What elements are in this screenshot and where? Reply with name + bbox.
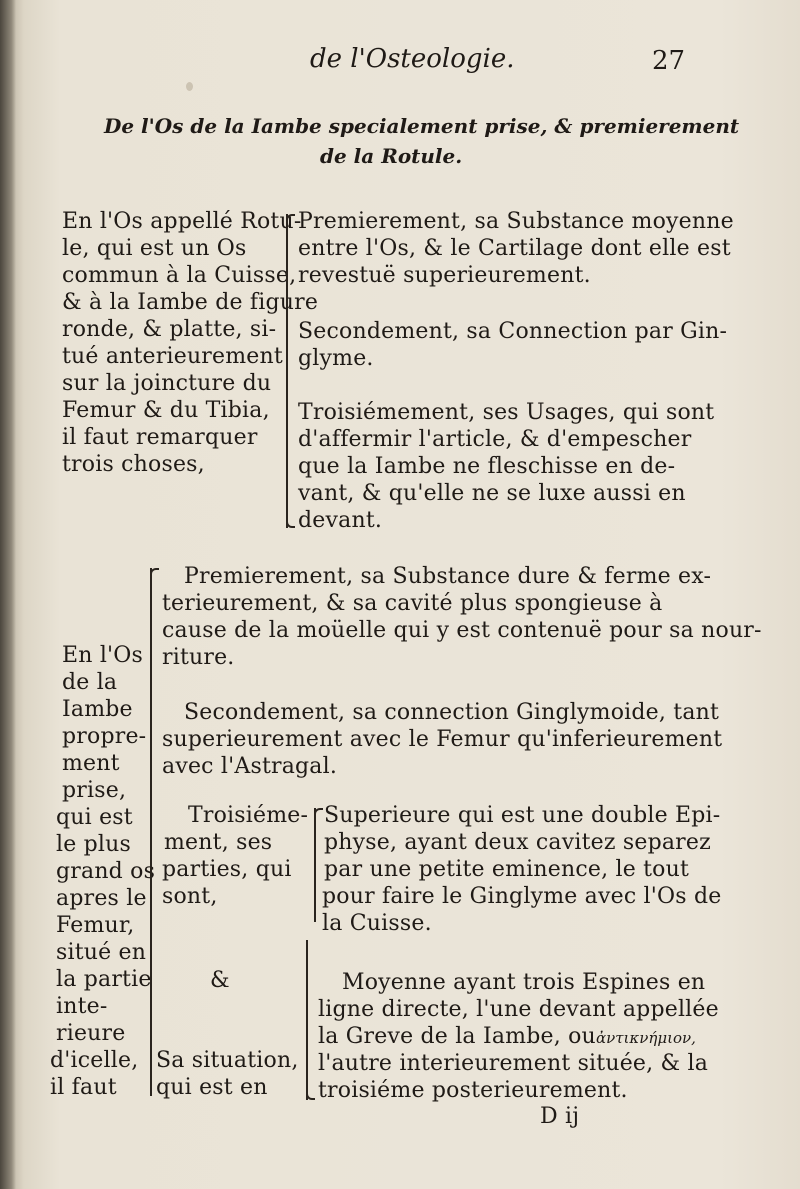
text-line: tué anterieurement (62, 344, 283, 369)
rotule-brace (286, 214, 288, 528)
text-line: qui est en (156, 1075, 268, 1100)
text-line: sur la joincture du (62, 371, 272, 396)
text-line: par une petite eminence, le tout (324, 857, 690, 882)
text-line: parties, qui (162, 857, 292, 882)
text-line: la Greve de la Iambe, ou (318, 1024, 596, 1049)
ink-spot (186, 82, 193, 91)
text-line: Superieure qui est une double Epi- (324, 803, 721, 828)
text-line: riture. (162, 645, 235, 670)
text-line: En l'Os appellé Rotu- (62, 209, 302, 234)
parties-brace-lower (306, 940, 308, 1100)
text-line: il faut remarquer (62, 425, 258, 450)
text-line: il faut (50, 1075, 117, 1100)
text-line: avec l'Astragal. (162, 754, 338, 779)
text-line: terieurement, & sa cavité plus spongieuse à (162, 591, 663, 616)
text-line: Femur & du Tibia, (62, 398, 270, 423)
text-line: Moyenne ayant trois Espines en (342, 970, 706, 995)
text-line: inte- (56, 994, 108, 1019)
text-line: commun à la Cuisse, (62, 263, 297, 288)
text-line: de la (62, 670, 118, 695)
text-line: troisiéme posterieurement. (318, 1078, 628, 1103)
text-line: pour faire le Ginglyme avec l'Os de (322, 884, 722, 909)
section-heading-line-1: De l'Os de la Iambe specialement prise, & premierement (104, 114, 740, 138)
text-line: l'autre interieurement située, & la (318, 1051, 709, 1076)
text-line: physe, ayant deux cavitez separez (324, 830, 711, 855)
text-line: revestuë superieurement. (298, 263, 591, 288)
text-line: la Cuisse. (322, 911, 432, 936)
text-line: En l'Os (62, 643, 144, 668)
text-line: rieure (56, 1021, 126, 1046)
text-line: ronde, & platte, si- (62, 317, 277, 342)
text-line: d'icelle, (50, 1048, 139, 1073)
text-line: ligne directe, l'une devant appellée (318, 997, 719, 1022)
greek-term: ἀντικνήμιον, (596, 1029, 696, 1047)
text-line: Iambe (62, 697, 133, 722)
text-line: d'affermir l'article, & d'empescher (298, 427, 692, 452)
text-line: Secondement, sa connection Ginglymoide, tant (184, 700, 720, 725)
text-line: le plus (56, 832, 132, 857)
text-line: grand os (56, 859, 156, 884)
text-line: & à la Iambe de figure (62, 290, 319, 315)
text-line: la partie (56, 967, 152, 992)
text-line: le, qui est un Os (62, 236, 247, 261)
text-line: superieurement avec le Femur qu'inferieurement (162, 727, 723, 752)
text-line: apres le (56, 886, 147, 911)
text-line: devant. (298, 508, 383, 533)
text-line: vant, & qu'elle ne se luxe aussi en (298, 481, 686, 506)
parties-brace-upper (314, 808, 316, 922)
page-number: 27 (652, 46, 686, 76)
text-line: sont, (162, 884, 218, 909)
book-gutter (0, 0, 16, 1189)
text-line: qui est (56, 805, 133, 830)
text-line: Troisiéme- (188, 803, 309, 828)
text-line: entre l'Os, & le Cartilage dont elle est (298, 236, 731, 261)
text-line: Premierement, sa Substance dure & ferme ex- (184, 564, 712, 589)
iambe-brace (150, 568, 152, 1096)
text-line: situé en (56, 940, 147, 965)
text-line: Troisiémement, ses Usages, qui sont (298, 400, 715, 425)
text-line: glyme. (298, 346, 374, 371)
text-line: trois choses, (62, 452, 205, 477)
signature-mark: D ij (540, 1104, 580, 1129)
text-line: ment, ses (164, 830, 273, 855)
text-line: Sa situation, (156, 1048, 299, 1073)
text-line: Premierement, sa Substance moyenne (298, 209, 734, 234)
running-title: de l'Osteologie. (310, 44, 515, 74)
ampersand: & (210, 968, 230, 993)
text-line: propre- (62, 724, 147, 749)
text-line: ment (62, 751, 120, 776)
text-line: que la Iambe ne fleschisse en de- (298, 454, 676, 479)
section-heading-line-2: de la Rotule. (320, 144, 463, 168)
text-line: prise, (62, 778, 127, 803)
text-line: Femur, (56, 913, 135, 938)
text-line: Secondement, sa Connection par Gin- (298, 319, 728, 344)
text-line: cause de la moüelle qui y est contenuë pour sa nour- (162, 618, 762, 643)
